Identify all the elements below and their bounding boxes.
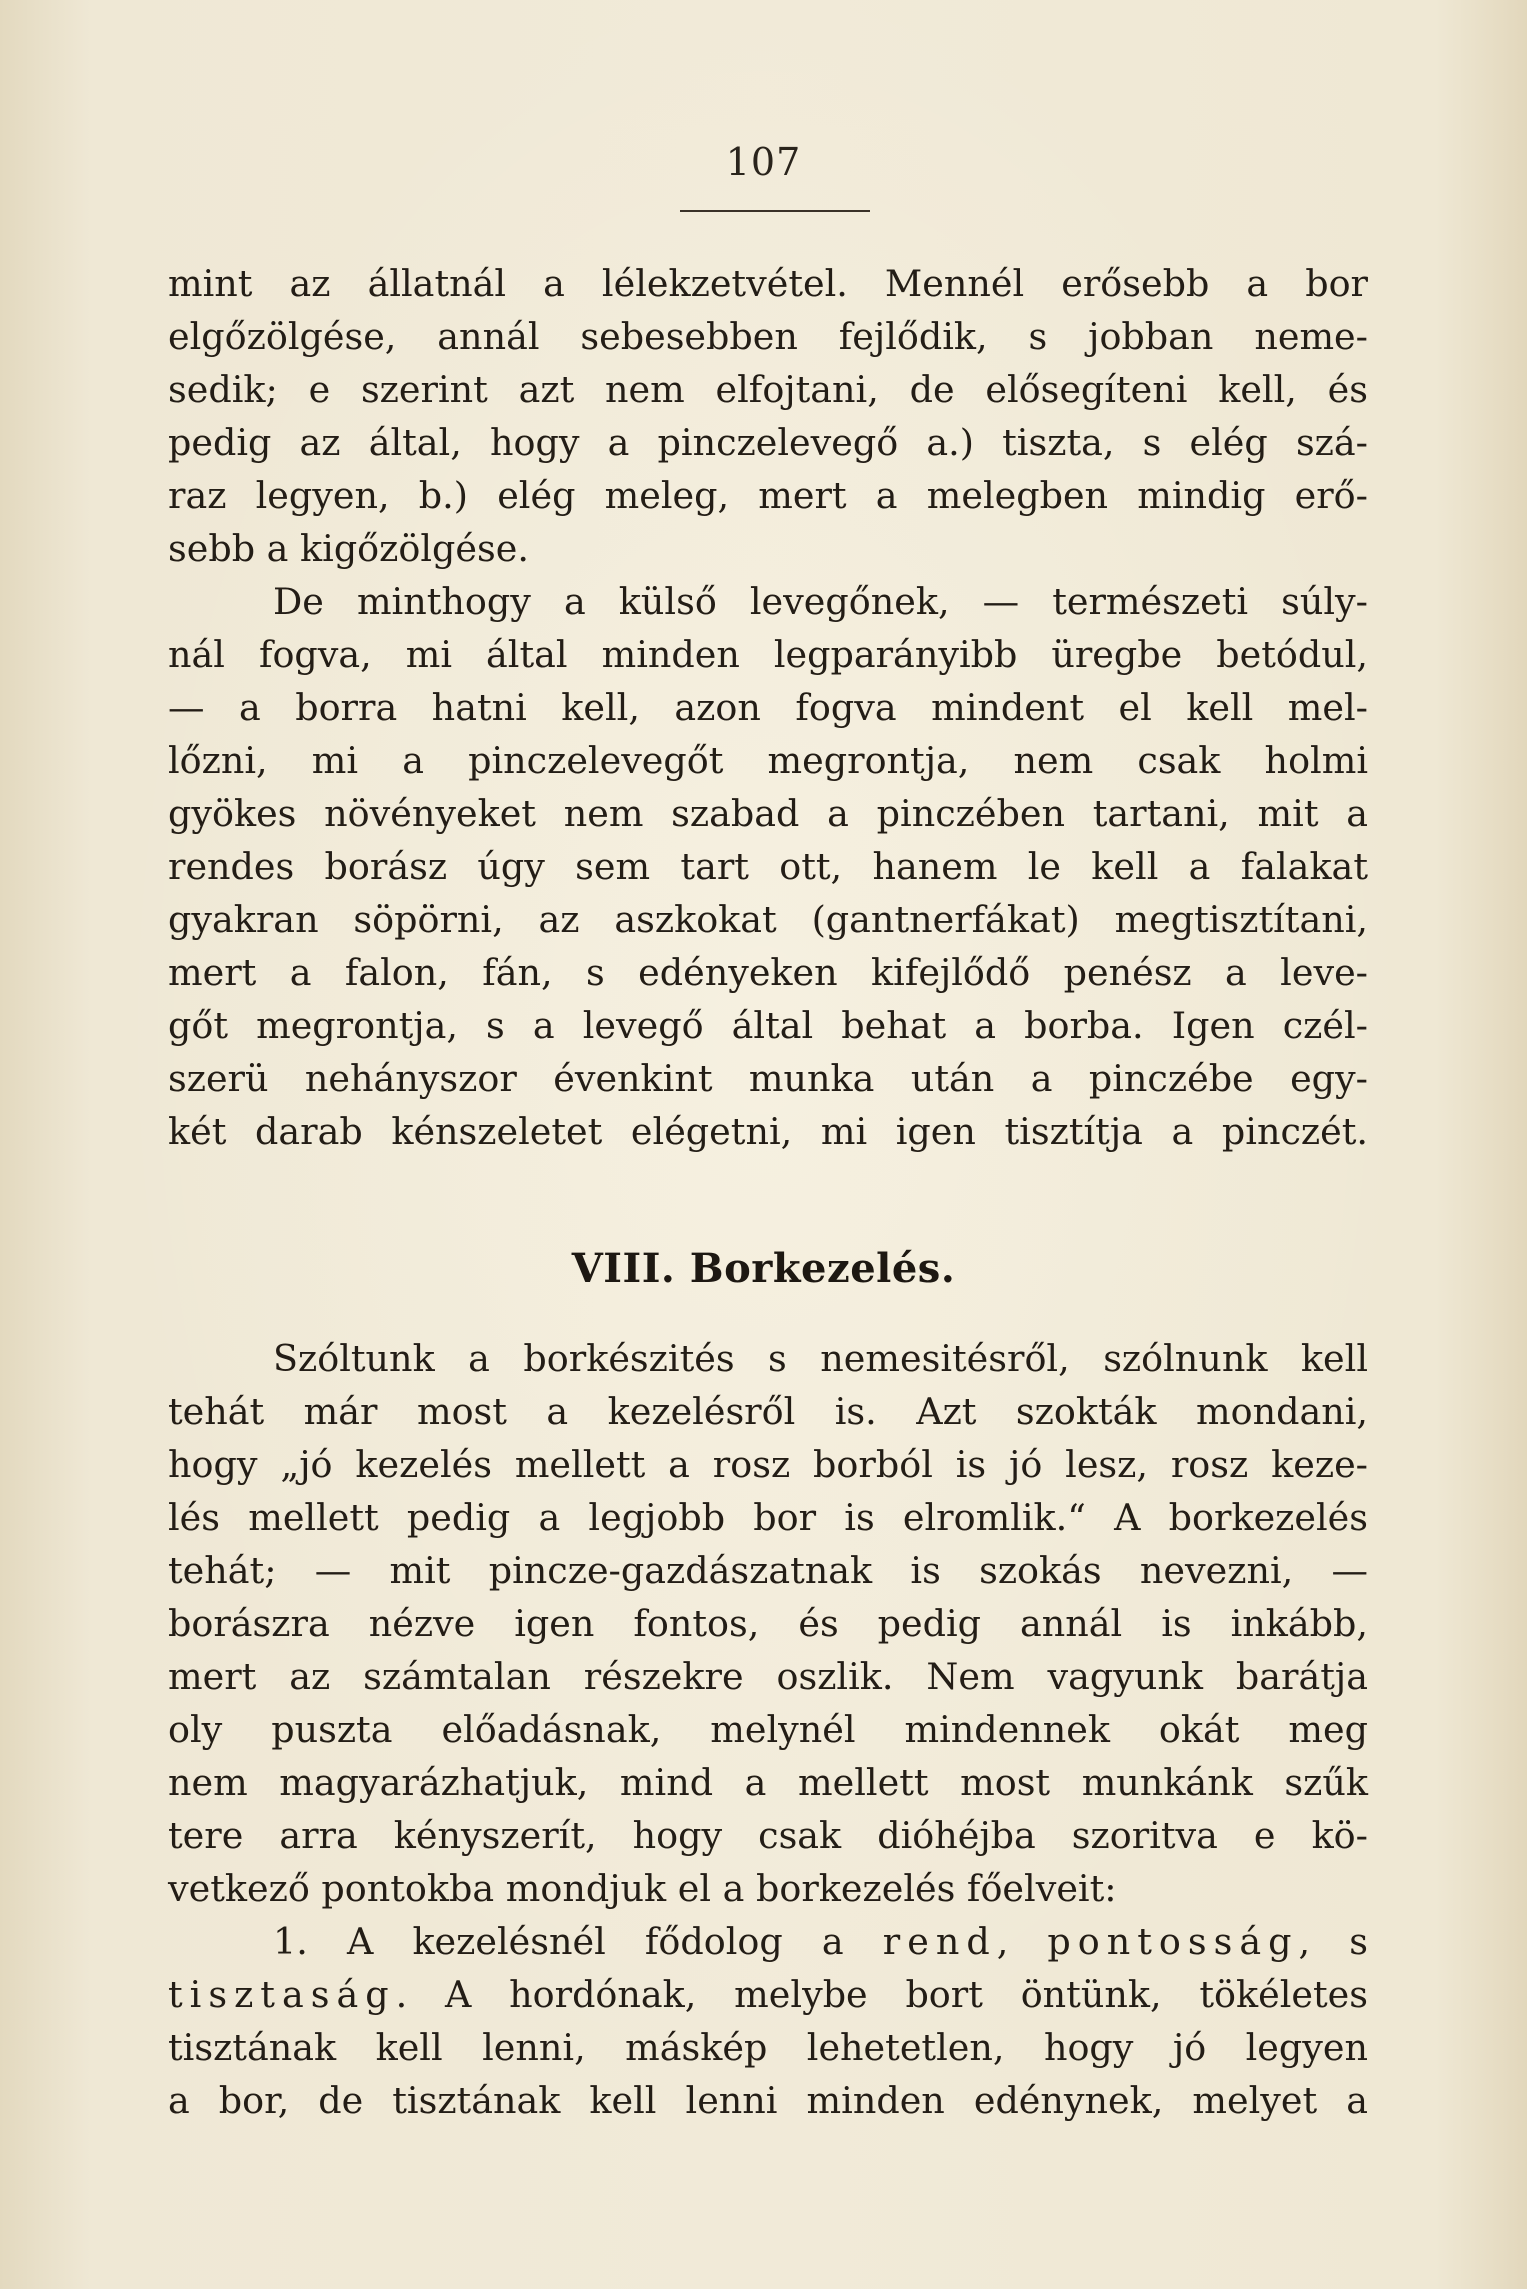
- text-line: tere arra kényszerít, hogy csak dióhéjba szoritva e kö-: [168, 1814, 1368, 1857]
- text-run: 1. A kezelésnél fődolog a: [273, 1920, 883, 1963]
- text-line: borászra nézve igen fontos, és pedig annál is inkább,: [168, 1602, 1368, 1645]
- text-run: , s: [1298, 1920, 1368, 1963]
- text-line: pedig az által, hogy a pinczelevegő a.) tiszta, s elég szá-: [168, 421, 1368, 464]
- text-run: ,: [996, 1920, 1048, 1963]
- text-line: De minthogy a külső levegőnek, — természeti súly-: [273, 580, 1368, 623]
- text-line: gyakran söpörni, az aszkokat (gantnerfákat) megtisztítani,: [168, 898, 1368, 941]
- text-line: Szóltunk a borkészités s nemesitésről, szólnunk kell: [273, 1337, 1368, 1380]
- text-line: gőt megrontja, s a levegő által behat a borba. Igen czél-: [168, 1004, 1368, 1047]
- text-line: oly puszta előadásnak, melynél mindennek okát meg: [168, 1708, 1368, 1751]
- text-line: — a borra hatni kell, azon fogva mindent el kell mel-: [168, 686, 1368, 729]
- text-run: . A hordónak, melybe bort öntünk, tökéletes: [395, 1973, 1368, 2016]
- text-line: sebb a kigőzölgése.: [168, 527, 529, 570]
- paragraph-1: [168, 257, 1368, 575]
- page-number: 107: [725, 140, 802, 184]
- text-line: hogy „jó kezelés mellett a rosz borból is jó lesz, rosz keze-: [168, 1443, 1368, 1486]
- text-line: tehát; — mit pincze-gazdászatnak is szokás nevezni, —: [168, 1549, 1368, 1592]
- text-line: mint az állatnál a lélekzetvétel. Mennél erősebb a bor: [168, 262, 1368, 305]
- text-line: lés mellett pedig a legjobb bor is elromlik.“ A borkezelés: [168, 1496, 1368, 1539]
- text-line: nál fogva, mi által minden legparányibb üregbe betódul,: [168, 633, 1368, 676]
- emphasis-term: tisztaság: [168, 1973, 396, 2016]
- emphasis-term: rend: [882, 1920, 997, 1963]
- section-heading: VIII. Borkezelés.: [571, 1245, 956, 1292]
- text-line: [168, 1968, 1368, 2021]
- text-line: a bor, de tisztának kell lenni minden edénynek, melyet a: [168, 2079, 1368, 2122]
- text-line: [168, 1915, 1368, 1968]
- text-line: szerü nehányszor évenkint munka után a pinczébe egy-: [168, 1057, 1368, 1100]
- text-line: lőzni, mi a pinczelevegőt megrontja, nem csak holmi: [168, 739, 1368, 782]
- text-line: rendes borász úgy sem tart ott, hanem le kell a falakat: [168, 845, 1368, 888]
- text-line: tisztának kell lenni, máskép lehetetlen, hogy jó legyen: [168, 2026, 1368, 2069]
- text-line: raz legyen, b.) elég meleg, mert a melegben mindig erő-: [168, 474, 1368, 517]
- text-line: mert a falon, fán, s edényeken kifejlődő penész a leve-: [168, 951, 1368, 994]
- text-line: tehát már most a kezelésről is. Azt szokták mondani,: [168, 1390, 1368, 1433]
- text-line: vetkező pontokba mondjuk el a borkezelés főelveit:: [168, 1867, 1117, 1910]
- header-rule: [680, 210, 870, 212]
- paragraph-3: [168, 1332, 1368, 1915]
- text-line: elgőzölgése, annál sebesebben fejlődik, s jobban neme-: [168, 315, 1368, 358]
- paragraph-4: [168, 1915, 1368, 2127]
- text-line: nem magyarázhatjuk, mind a mellett most munkánk szűk: [168, 1761, 1368, 1804]
- text-line: két darab kénszeletet elégetni, mi igen tisztítja a pinczét.: [168, 1110, 1368, 1153]
- text-line: mert az számtalan részekre oszlik. Nem vagyunk barátja: [168, 1655, 1368, 1698]
- text-line: gyökes növényeket nem szabad a pinczében tartani, mit a: [168, 792, 1368, 835]
- paragraph-2: [168, 575, 1368, 1158]
- emphasis-term: pontosság: [1047, 1920, 1299, 1963]
- text-line: sedik; e szerint azt nem elfojtani, de elősegíteni kell, és: [168, 368, 1368, 411]
